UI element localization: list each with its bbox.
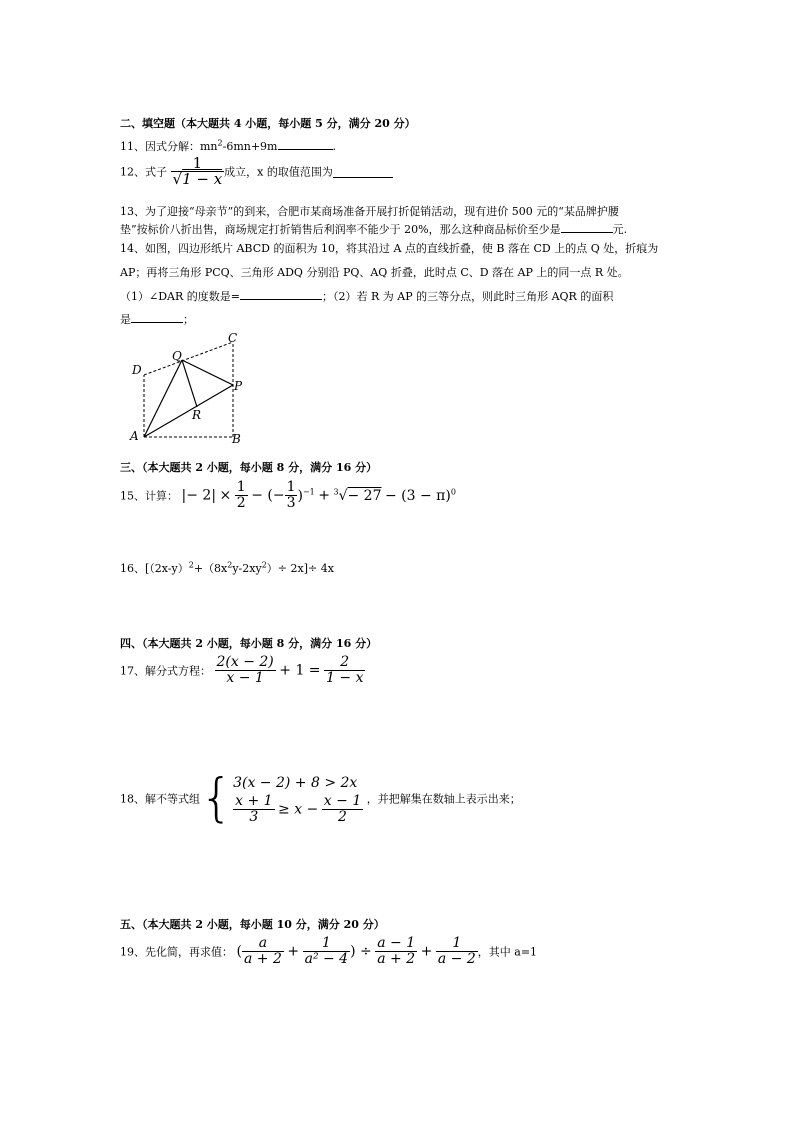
q11-end: . bbox=[332, 140, 336, 153]
q15-third: $\frac{1}{3}$ bbox=[286, 479, 296, 511]
q14-part2: ；（2）若 R 为 AP 的三等分点，则此时三角形 AQR 的面积 bbox=[321, 290, 614, 303]
label-b: B bbox=[232, 432, 241, 445]
question-14-line-2: AP；再将三角形 PCQ、三角形 ADQ 分别沿 PQ、AQ 折叠，此时点 C、D 落在 AP 上的同一点 R 处。 bbox=[120, 266, 629, 279]
q14-line4-prefix: 是 bbox=[120, 313, 131, 326]
question-16: 16、$[(2x-y)^2+(8x^2y-2xy^2)\div 2x]\div 4x$ bbox=[120, 560, 334, 575]
label-p: P bbox=[234, 379, 243, 393]
q17-left-fraction: $\frac{2(x - 2)}{x - 1}$ bbox=[216, 654, 274, 686]
q15-plus: + bbox=[318, 487, 330, 504]
q19-frac4: $\frac{1}{a - 2}$ bbox=[437, 935, 476, 967]
q17-label: 17、解分式方程： bbox=[120, 664, 211, 678]
question-14-line-4 bbox=[120, 311, 194, 327]
question-15 bbox=[120, 480, 456, 511]
q13-answer-blank[interactable] bbox=[561, 221, 613, 233]
q12-fraction bbox=[171, 156, 225, 187]
question-14-line-1: 14、如图，四边形纸片 ABCD 的面积为 10，将其沿过 A 点的直线折叠，使 B 落在 CD 上的点 Q 处，折痕为 bbox=[120, 242, 659, 255]
q13-unit: 元. bbox=[612, 223, 628, 236]
label-r: R bbox=[192, 408, 202, 422]
q15-cuberoot: $^3$√− 27 bbox=[333, 487, 382, 504]
section-2-heading: 二、填空题（本大题共 4 小题，每小题 5 分，满分 20 分） bbox=[120, 117, 416, 130]
q11-rest: -6mn+9m bbox=[222, 140, 278, 153]
q12-num: 1 bbox=[171, 156, 225, 172]
label-c: C bbox=[228, 331, 238, 345]
question-19: 19、先化简，再求值： ( $\frac{a}{a + 2}$ + $\frac{1}{\text{a² − 4}}$ ) ÷ $\frac{a - 1}{a + 2}$ + $\frac{1}{a - 2}$ ，其中 a=1 bbox=[120, 935, 538, 967]
q18-tail: ，并把解集在数轴上表示出来； bbox=[366, 792, 521, 806]
edge-dc bbox=[144, 342, 233, 375]
q12-answer-blank[interactable] bbox=[333, 166, 393, 178]
q11-label: 11、因式分解： bbox=[120, 140, 200, 153]
q18-system bbox=[233, 772, 363, 825]
question-17 bbox=[120, 655, 365, 686]
q15-times: × bbox=[219, 487, 232, 504]
q18-brace: { bbox=[200, 768, 234, 829]
label-q: Q bbox=[172, 349, 182, 363]
q15-abs: |− 2| bbox=[181, 487, 217, 504]
q18-label: 18、解不等式组 bbox=[120, 792, 200, 806]
q13-text: 垫”按标价八折出售，商场规定打折销售后利润率不能少于 20%，那么这种商品标价至少是 bbox=[120, 223, 561, 236]
q19-frac1: $\frac{a}{a + 2}$ bbox=[243, 935, 282, 967]
q14-part2-blank[interactable] bbox=[131, 311, 183, 323]
q15-half: $\frac{1}{2}$ bbox=[236, 479, 246, 511]
q18-row1: 3(x − 2) + 8 > 2x bbox=[233, 775, 358, 791]
label-a: A bbox=[130, 429, 139, 443]
q18-row2: $\frac{x + 1}{3}$ ≥ x − $\frac{x - 1}{2}$ bbox=[235, 793, 362, 825]
q14-line4-end: ； bbox=[183, 313, 194, 326]
question-12 bbox=[120, 156, 393, 187]
q15-tail: − $(3 - \pi)^0$ bbox=[385, 487, 456, 504]
q15-close: )$^{-1}$ bbox=[297, 487, 315, 504]
q11-expr: mn bbox=[200, 140, 218, 153]
q15-label: 15、计算： bbox=[120, 489, 178, 503]
question-11 bbox=[120, 138, 336, 154]
segment-qp bbox=[182, 360, 233, 385]
section-5-heading: 五、（本大题共 2 小题，每小题 10 分，满分 20 分） bbox=[120, 918, 385, 931]
q12-rest: 成立，x 的取值范围为 bbox=[224, 165, 333, 179]
geometry-figure bbox=[120, 330, 250, 445]
q17-right-fraction: $\frac{2}{1 - x}$ bbox=[326, 654, 364, 686]
q11-sup: 2 bbox=[217, 138, 223, 148]
q12-label: 12、式子 bbox=[120, 165, 167, 179]
label-d: D bbox=[132, 363, 142, 377]
section-3-heading: 三、（本大题共 2 小题，每小题 8 分，满分 16 分） bbox=[120, 461, 378, 474]
question-13-line-2 bbox=[120, 221, 627, 237]
q17-mid: + 1 = bbox=[279, 662, 321, 679]
section-4-heading: 四、（本大题共 2 小题，每小题 8 分，满分 16 分） bbox=[120, 637, 378, 650]
q14-part1: （1）∠DAR 的度数是= bbox=[120, 290, 240, 303]
question-14-line-3 bbox=[120, 288, 613, 304]
q15-minus: − (− bbox=[251, 487, 285, 504]
question-13-line-1: 13、为了迎接“母亲节”的到来，合肥市某商场准备开展打折促销活动，现有进价 500 元的“某品牌护腰 bbox=[120, 205, 619, 218]
segment-qr bbox=[182, 360, 197, 407]
q19-frac3: $\frac{a - 1}{a + 2}$ bbox=[377, 935, 416, 967]
q12-den: √1 − x bbox=[172, 170, 223, 188]
q19-label: 19、先化简，再求值： bbox=[120, 945, 233, 959]
question-18 bbox=[120, 768, 521, 829]
q19-frac2: $\frac{1}{\text{a² − 4}}$ bbox=[304, 935, 349, 967]
q19-tail: ，其中 a=1 bbox=[477, 945, 538, 959]
q14-part1-blank[interactable] bbox=[240, 288, 322, 300]
q11-answer-blank[interactable] bbox=[278, 138, 333, 150]
